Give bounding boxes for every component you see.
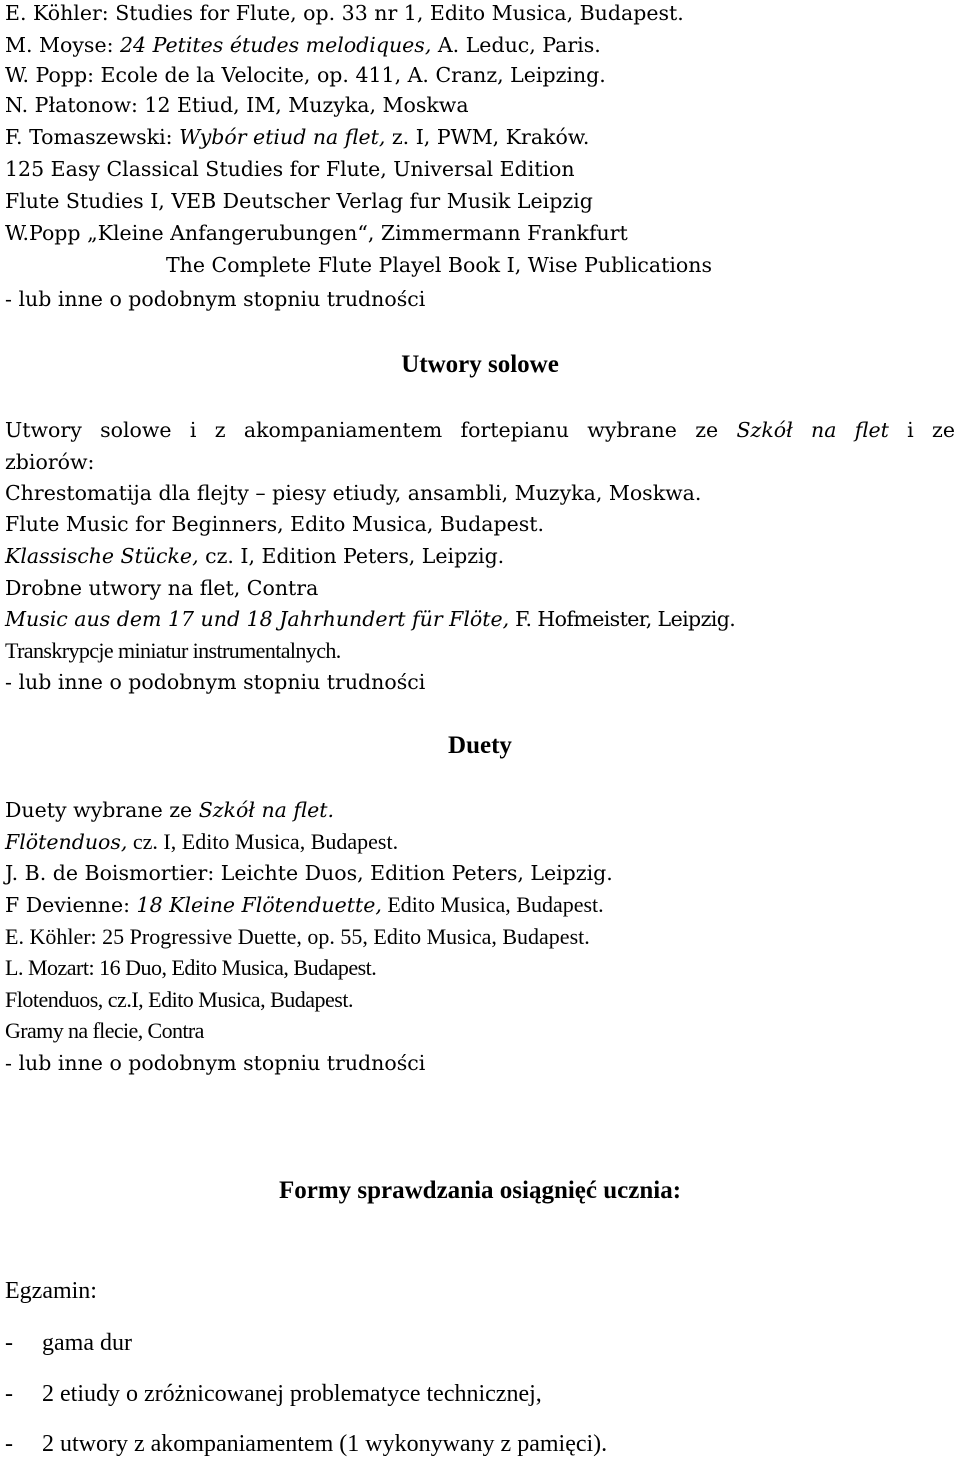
duet-publisher: Edito Musica, Budapest.	[381, 892, 604, 917]
study-item: W. Popp: Ecole de la Velocite, op. 411, A. Cranz, Leipzing.	[5, 63, 606, 87]
solo-item: Drobne utwory na flet, Contra	[5, 576, 319, 600]
exam-item-text: 2 utwory z akompaniamentem (1 wykonywany z pamięci).	[42, 1431, 608, 1457]
solo-item	[5, 606, 735, 632]
study-item: E. Köhler: Studies for Flute, op. 33 nr 1, Edito Musica, Budapest.	[5, 1, 684, 25]
study-item: N. Płatonow: 12 Etiud, IM, Muzyka, Moskwa	[5, 93, 469, 117]
duet-note: - lub inne o podobnym stopniu trudności	[5, 1051, 426, 1075]
duet-author: F Devienne:	[5, 893, 137, 917]
study-title: Wybór etiud na flet,	[179, 125, 386, 149]
exam-label: Egzamin:	[5, 1278, 97, 1304]
study-publisher: A. Leduc, Paris.	[431, 33, 601, 57]
duet-item	[5, 892, 604, 918]
duet-title: Flötenduos,	[5, 830, 128, 854]
study-item	[5, 124, 589, 150]
duet-item	[5, 797, 334, 823]
bullet-dash: -	[5, 1330, 13, 1356]
study-title: 24 Petites études melodiques,	[120, 33, 432, 57]
solo-publisher: F. Hofmeister, Leipzig.	[509, 607, 736, 631]
assessment-heading: Formy sprawdzania osiągnięć ucznia:	[278, 1177, 682, 1204]
duet-item: Flotenduos, cz.I, Edito Musica, Budapest.	[5, 987, 353, 1012]
solo-publisher: cz. I, Edition Peters, Leipzig.	[198, 544, 505, 568]
study-item: The Complete Flute Playel Book I, Wise Publications	[166, 253, 712, 277]
duet-item: J. B. de Boismortier: Leichte Duos, Edition Peters, Leipzig.	[5, 861, 613, 885]
exam-item-text: 2 etiudy o zróżnicowanej problematyce technicznej,	[42, 1381, 542, 1407]
exam-item-text: gama dur	[42, 1330, 132, 1356]
study-note: - lub inne o podobnym stopniu trudności	[5, 287, 426, 311]
duet-title: 18 Kleine Flötenduette,	[136, 893, 382, 917]
duet-item: E. Köhler: 25 Progressive Duette, op. 55, Edito Musica, Budapest.	[5, 924, 590, 949]
solo-item: Chrestomatija dla flejty – piesy etiudy, ansambli, Muzyka, Moskwa.	[5, 481, 702, 505]
study-author: M. Moyse:	[5, 33, 121, 57]
study-item: 125 Easy Classical Studies for Flute, Universal Edition	[5, 157, 575, 181]
duet-publisher: cz. I, Edito Musica, Budapest.	[127, 829, 399, 854]
bullet-dash: -	[5, 1431, 13, 1457]
solo-intro-tail: i ze	[888, 418, 955, 442]
study-publisher: z. I, PWM, Kraków.	[385, 125, 590, 149]
solo-title: Klassische Stücke,	[5, 544, 199, 568]
solo-item	[5, 543, 504, 569]
exam-item	[5, 1328, 132, 1358]
duet-item: L. Mozart: 16 Duo, Edito Musica, Budapest.	[5, 955, 377, 980]
study-item	[5, 32, 601, 58]
bullet-dash: -	[5, 1381, 13, 1407]
solo-intro	[5, 417, 955, 443]
solo-item: Flute Music for Beginners, Edito Musica, Budapest.	[5, 512, 545, 536]
duet-title: Szkół na flet.	[198, 798, 334, 822]
duet-item: Gramy na flecie, Contra	[5, 1018, 204, 1043]
solo-title: Music aus dem 17 und 18 Jahrhundert für Flöte,	[5, 607, 510, 631]
exam-item	[5, 1429, 607, 1459]
study-item: W.Popp „Kleine Anfangerubungen“, Zimmermann Frankfurt	[5, 221, 628, 245]
study-author: F. Tomaszewski:	[5, 125, 180, 149]
solo-heading: Utwory solowe	[401, 351, 559, 378]
duet-text: Duety wybrane ze	[5, 798, 199, 822]
duet-item	[5, 829, 398, 855]
study-item: Flute Studies I, VEB Deutscher Verlag fur Musik Leipzig	[5, 189, 593, 213]
solo-intro-cont: zbiorów:	[5, 450, 95, 474]
duets-heading: Duety	[448, 732, 512, 759]
solo-item: Transkrypcje miniatur instrumentalnych.	[5, 638, 341, 663]
solo-intro-text: Utwory solowe i z akompaniamentem fortepianu wybrane ze	[5, 418, 737, 442]
solo-note: - lub inne o podobnym stopniu trudności	[5, 670, 426, 694]
solo-intro-school: Szkół na flet	[736, 418, 889, 442]
exam-item	[5, 1379, 542, 1409]
